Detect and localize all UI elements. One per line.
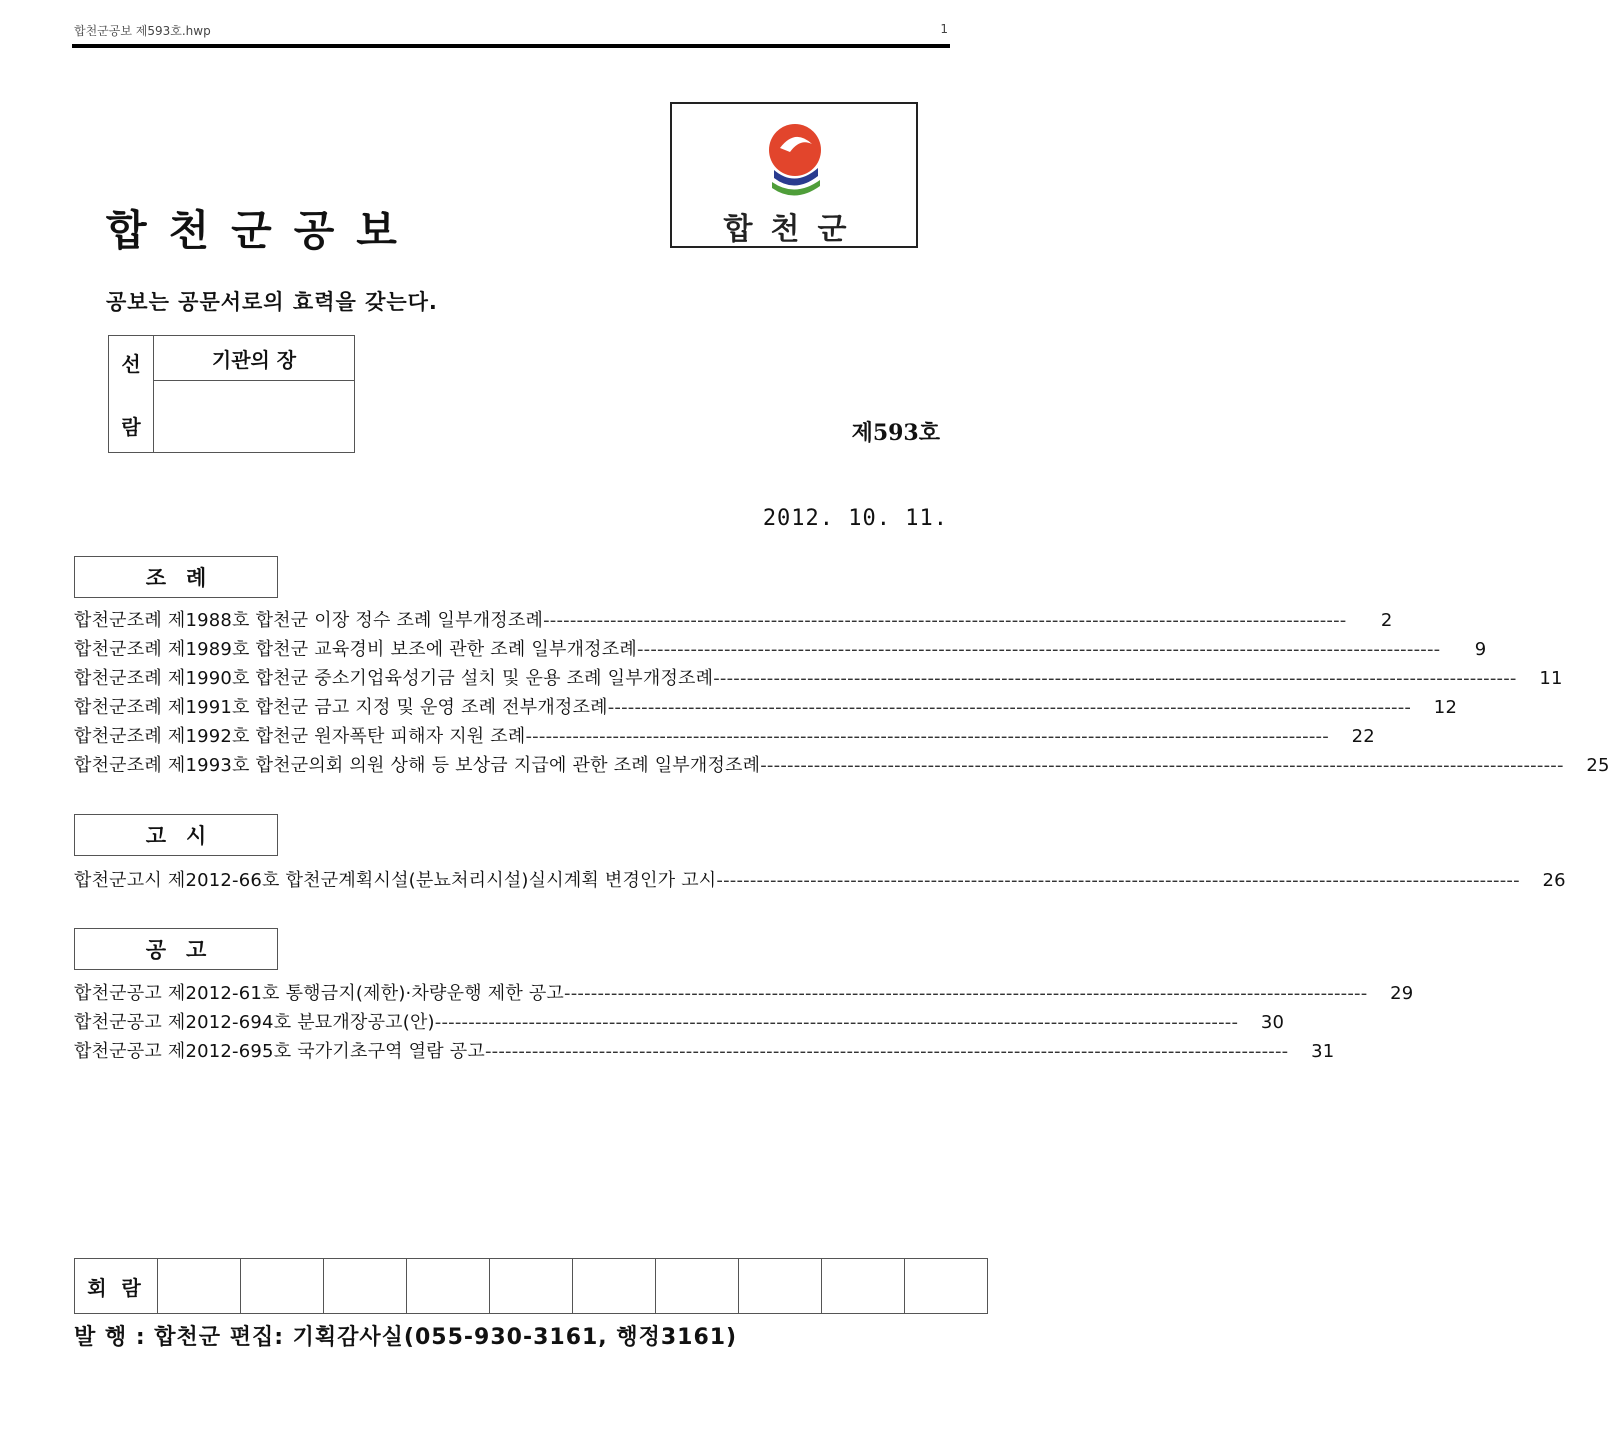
publisher-footer: 발 행 : 합천군 편집: 기획감사실(055-930-3161, 행정3161) xyxy=(74,1325,738,1350)
senram-label-bottom: 람 xyxy=(121,415,141,439)
header-rule xyxy=(72,44,950,48)
toc-item-page: 25 xyxy=(1586,755,1610,776)
toc-leader: ------------------------------------------------------------------------------------------------------------------------ xyxy=(525,726,1329,747)
toc-item-page: 26 xyxy=(1542,870,1566,891)
toc-item-page: 30 xyxy=(1260,1012,1285,1033)
toc-leader: ------------------------------------------------------------------------------------------------------------------------ xyxy=(564,983,1368,1004)
toc-item-page: 29 xyxy=(1390,983,1414,1004)
toc-leader: ------------------------------------------------------------------------------------------------------------------------ xyxy=(484,1041,1289,1062)
toc-item-text: 합천군공고 제2012-695호 국가기초구역 열람 공고 xyxy=(74,1041,485,1062)
toc-item-page: 2 xyxy=(1380,610,1393,631)
senram-label-cell xyxy=(109,336,154,453)
toc-item-text: 합천군공고 제2012-694호 분묘개장공고(안) xyxy=(74,1012,435,1033)
logo-text: 합천군 xyxy=(723,212,865,247)
toc-item-text: 합천군조례 제1990호 합천군 중소기업육성기금 설치 및 운용 조례 일부개정조례 xyxy=(74,668,714,689)
hoeram-label: 회 람 xyxy=(75,1259,158,1314)
hoeram-cell[interactable] xyxy=(158,1259,241,1314)
toc-jorye xyxy=(74,606,1610,780)
toc-gonggo xyxy=(74,979,1414,1066)
toc-leader: ------------------------------------------------------------------------------------------------------------------------ xyxy=(713,668,1517,689)
hoeram-cell[interactable] xyxy=(739,1259,822,1314)
senram-table xyxy=(108,335,355,453)
hapcheon-emblem-icon xyxy=(760,118,830,204)
toc-item-page: 12 xyxy=(1433,697,1458,718)
toc-row[interactable] xyxy=(74,979,1414,1008)
hoeram-table xyxy=(74,1258,988,1314)
toc-row[interactable] xyxy=(74,1037,1335,1066)
page-number: 1 xyxy=(940,22,948,36)
logo-box xyxy=(670,102,918,248)
toc-item-page: 31 xyxy=(1311,1041,1335,1062)
file-name: 합천군공보 제593호.hwp xyxy=(74,24,211,38)
toc-item-text: 합천군조례 제1993호 합천군의회 의원 상해 등 보상금 지급에 관한 조례 일부개정조례 xyxy=(74,755,761,776)
toc-item-page: 9 xyxy=(1474,639,1487,660)
hoeram-cell[interactable] xyxy=(324,1259,407,1314)
toc-row[interactable] xyxy=(74,722,1375,751)
toc-item-text: 합천군조례 제1991호 합천군 금고 지정 및 운영 조례 전부개정조례 xyxy=(74,697,608,718)
toc-item-text: 합천군조례 제1988호 합천군 이장 정수 조례 일부개정조례 xyxy=(74,610,544,631)
toc-row[interactable] xyxy=(74,664,1563,693)
senram-sign-cell[interactable] xyxy=(154,381,355,453)
toc-row[interactable] xyxy=(74,635,1487,664)
toc-item-page: 22 xyxy=(1351,726,1375,747)
hoeram-cell[interactable] xyxy=(241,1259,324,1314)
hoeram-cell[interactable] xyxy=(573,1259,656,1314)
section-title-gonggo: 공고 xyxy=(74,928,278,970)
toc-item-page: 11 xyxy=(1539,668,1563,689)
toc-row[interactable] xyxy=(74,751,1610,780)
toc-leader: ------------------------------------------------------------------------------------------------------------------------ xyxy=(636,639,1441,660)
issue-number: 제593호 xyxy=(851,420,940,446)
toc-row[interactable] xyxy=(74,866,1566,895)
hoeram-cell[interactable] xyxy=(822,1259,905,1314)
toc-row[interactable] xyxy=(74,1008,1285,1037)
toc-leader: ------------------------------------------------------------------------------------------------------------------------ xyxy=(716,870,1520,891)
senram-header: 기관의 장 xyxy=(154,336,355,381)
hoeram-cell[interactable] xyxy=(905,1259,988,1314)
hoeram-cell[interactable] xyxy=(490,1259,573,1314)
toc-leader: ------------------------------------------------------------------------------------------------------------------------ xyxy=(607,697,1412,718)
toc-leader: ------------------------------------------------------------------------------------------------------------------------ xyxy=(543,610,1347,631)
section-title-jorye: 조례 xyxy=(74,556,278,598)
toc-item-text: 합천군공고 제2012-61호 통행금지(제한)·차량운행 제한 공고 xyxy=(74,983,565,1004)
toc-row[interactable] xyxy=(74,606,1393,635)
toc-item-text: 합천군조례 제1992호 합천군 원자폭탄 피해자 지원 조례 xyxy=(74,726,526,747)
toc-row[interactable] xyxy=(74,693,1458,722)
toc-leader: ------------------------------------------------------------------------------------------------------------------------ xyxy=(760,755,1564,776)
page-subtitle: 공보는 공문서로의 효력을 갖는다. xyxy=(106,290,438,314)
issue-date: 2012. 10. 11. xyxy=(762,506,948,531)
hoeram-cell[interactable] xyxy=(656,1259,739,1314)
section-title-gosi: 고시 xyxy=(74,814,278,856)
toc-item-text: 합천군조례 제1989호 합천군 교육경비 보조에 관한 조례 일부개정조례 xyxy=(74,639,637,660)
toc-item-text: 합천군고시 제2012-66호 합천군계획시설(분뇨처리시설)실시계획 변경인가 고시 xyxy=(74,870,717,891)
page-title: 합천군공보 xyxy=(106,206,419,255)
senram-label-top: 선 xyxy=(121,352,141,376)
toc-leader: ------------------------------------------------------------------------------------------------------------------------ xyxy=(434,1012,1239,1033)
hoeram-cell[interactable] xyxy=(407,1259,490,1314)
toc-gosi xyxy=(74,866,1566,895)
